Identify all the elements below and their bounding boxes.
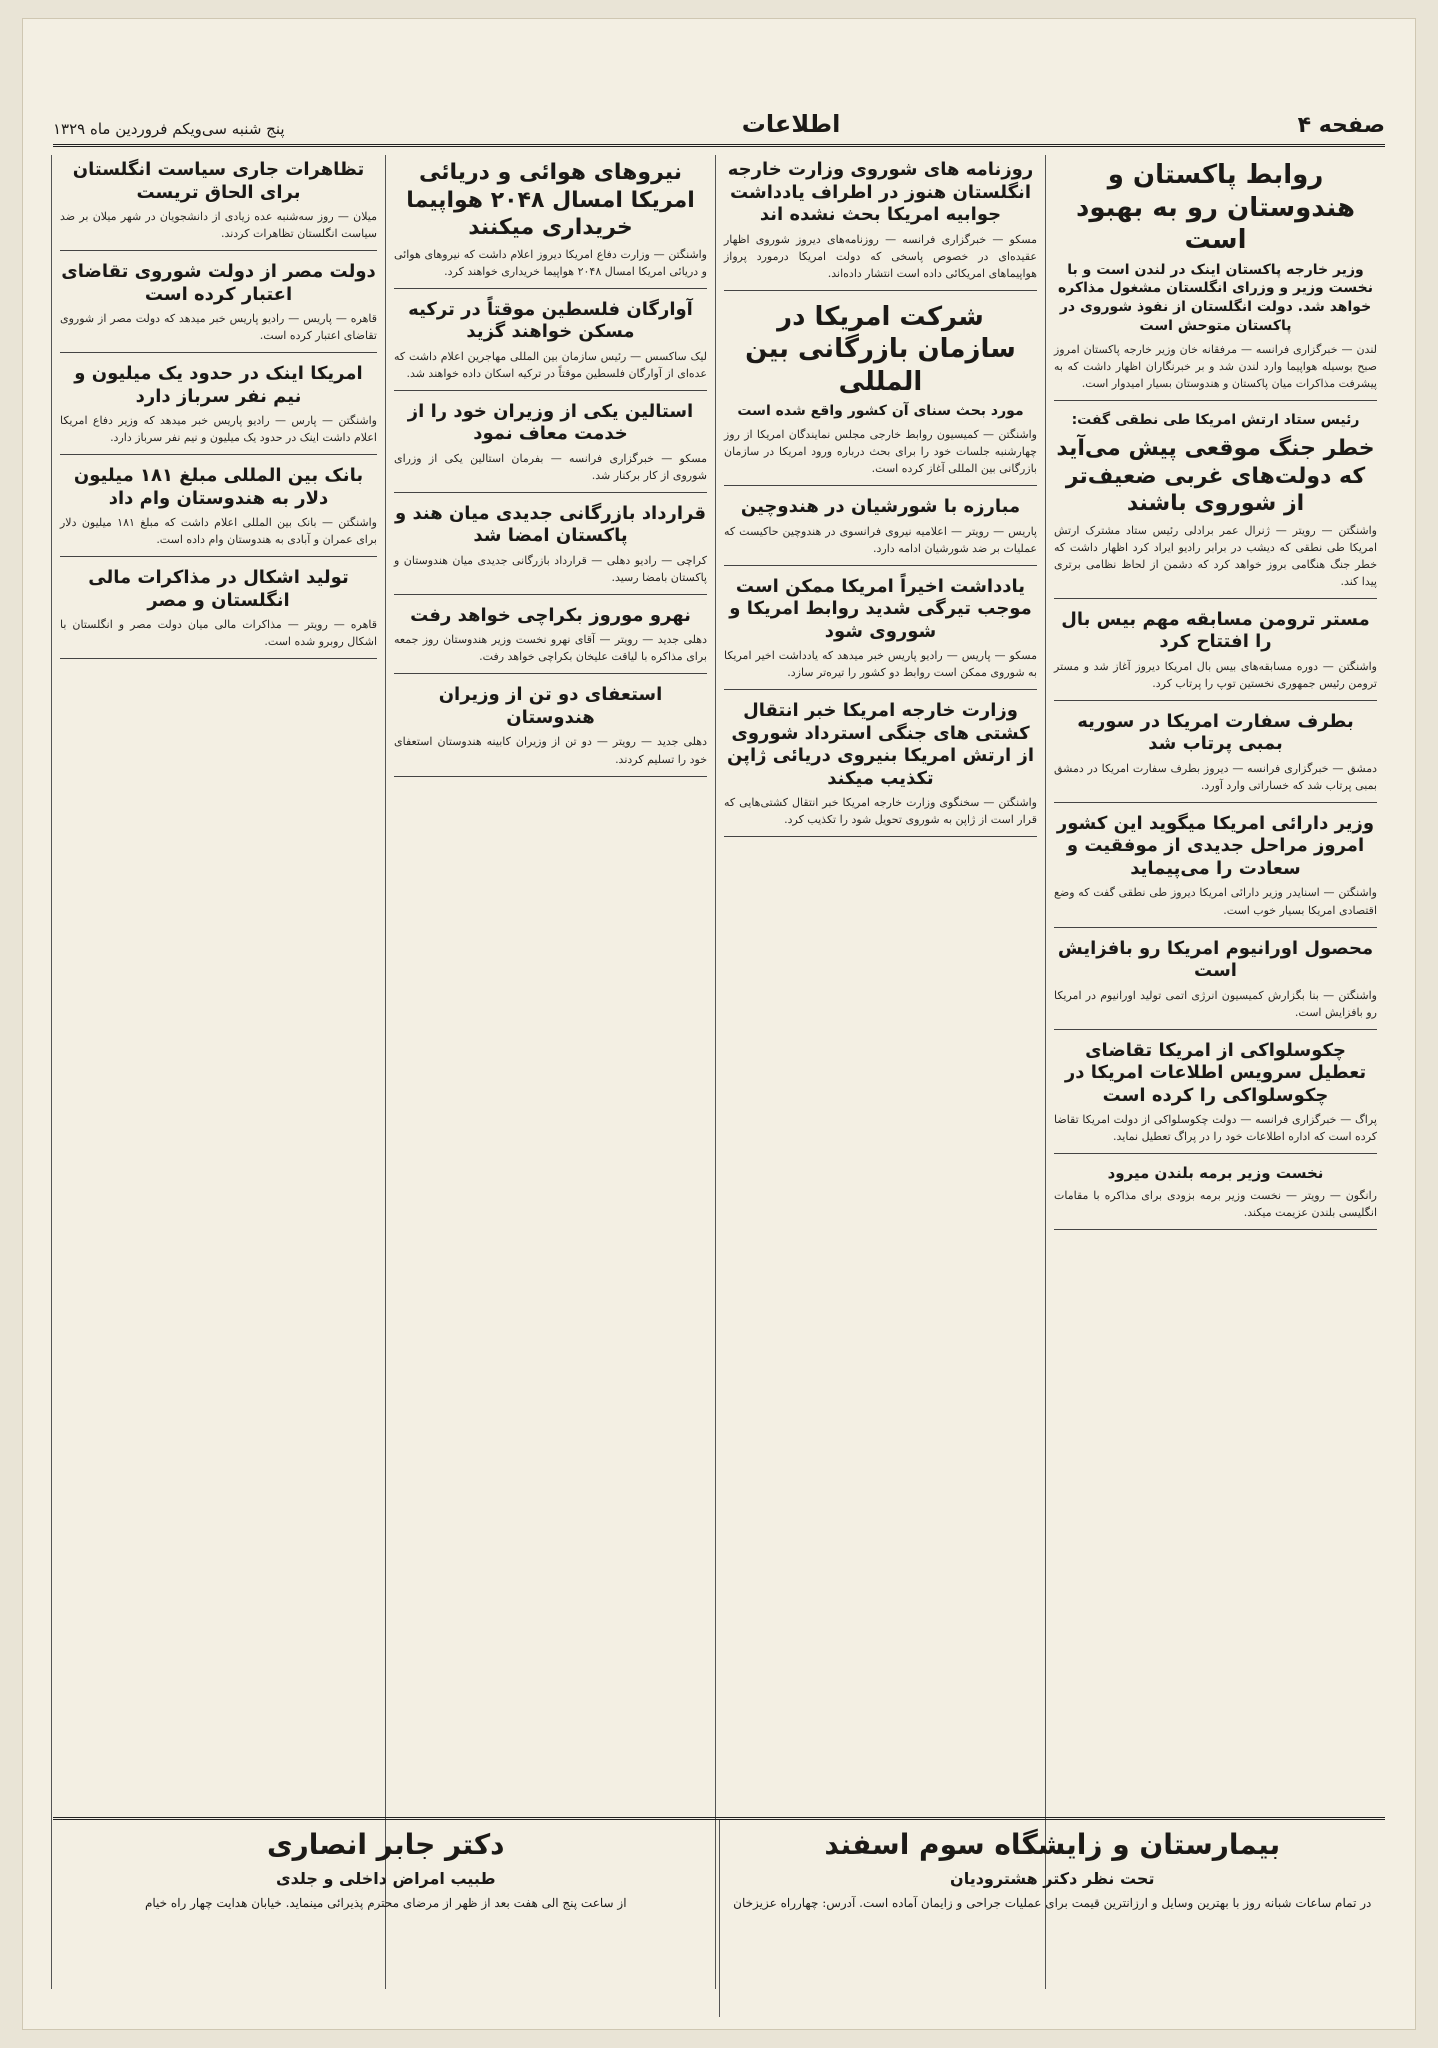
article-palestine-refugees: [394, 299, 707, 391]
article-body: واشنگتن — بانک بین المللی اعلام داشت که مبلغ ۱۸۱ میلیون دلار برای عمران و آبادی به هندوستان وام داده است.: [60, 516, 377, 547]
column-3: [385, 155, 715, 1989]
article-warships: [724, 700, 1037, 837]
article-pakistan-india: [1054, 159, 1377, 401]
article-body: مسکو — خبرگزاری فرانسه — روزنامه‌های دیروز شوروی اظهار عقیده‌ای در خصوص پاسخی که دولت امریکا درمورد پرواز هواپیماهای امریکائی داده است انتشار داده‌اند.: [724, 232, 1037, 280]
headline: بانک بین المللی مبلغ ۱۸۱ میلیون دلار به هندوستان وام داد: [73, 465, 364, 509]
newspaper-page: [22, 18, 1416, 2030]
headline: محصول اورانیوم امریکا رو بافزایش است: [1057, 937, 1374, 982]
ad-hospital: [719, 1820, 1386, 2017]
page-number: صفحه ۴: [1297, 113, 1385, 138]
article-body: قاهره — پاریس — رادیو پاریس خبر میدهد که دولت مصر از شوروی تقاضای اعتبار کرده است.: [60, 312, 377, 343]
headline: خطر جنگ موقعی پیش می‌آید که دولت‌های غربی ضعیف‌تر از شوروی باشند: [1056, 436, 1375, 517]
ad-body: از ساعت پنج الی هفت بعد از ظهر از مرضای محترم پذیرائی مینماید. خیابان هدایت چهار راه خیام: [144, 1896, 627, 1910]
article-body: واشنگتن — بنا بگزارش کمیسیون انرژی اتمی تولید اورانیوم در امریکا رو بافزایش است.: [1054, 988, 1377, 1019]
article-stalin-minister: [394, 401, 707, 493]
article-india-ministers: [394, 684, 707, 776]
column-4: [51, 155, 385, 1989]
headline: یادداشت اخیراً امریکا ممکن است موجب تیرگی شدید روابط امریکا و شوروی شود: [729, 575, 1032, 642]
article-body: واشنگتن — سخنگوی وزارت خارجه امریکا خبر انتقال کشتی‌هایی که قرار است از ژاپن به شوروی تحویل شود را تکذیب کرد.: [724, 796, 1037, 827]
headline: نخست وزیر برمه بلندن میرود: [1107, 1164, 1324, 1183]
article-body: لندن — خبرگزاری فرانسه — مرفقانه خان وزیر خارجه پاکستان امروز صبح بوسیله هواپیما وارد لندن شد و بر خبرنگاران اظهار داشت که به پیشرفت مذاکرات میان پاکستان و هندوستان بسیار امیدوار است.: [1054, 343, 1377, 391]
headline: تظاهرات جاری سیاست انگلستان برای الحاق تریست: [72, 159, 365, 203]
article-syria-bomb: [1054, 711, 1377, 803]
article-world-bank: [60, 465, 377, 557]
article-nehru-karachi: [394, 605, 707, 675]
subhead: وزیر خارجه پاکستان اینک در لندن است و با نخست وزیر و وزرای انگلستان مشغول مذاکره خواهد شد. دولت انگلستان از نفوذ شوروی در پاکستان متوحش است: [1057, 261, 1374, 335]
article-body: واشنگتن — دوره مسابقه‌های بیس بال امریکا دیروز آغاز شد و مستر ترومن رئیس جمهوری نخستین توپ را پرتاب کرد.: [1054, 659, 1377, 690]
masthead: [53, 103, 1385, 147]
article-body: کراچی — رادیو دهلی — قرارداد بازرگانی جدیدی میان هندوستان و پاکستان بامضا رسید.: [394, 553, 707, 584]
ad-subtitle: تحت نظر دکتر هشترودیان: [950, 1869, 1155, 1888]
article-body: پراگ — خبرگزاری فرانسه — دولت چکوسلواکی از دولت امریکا تقاضا کرده است که اداره اطلاعات خود را در پراگ تعطیل نماید.: [1054, 1113, 1377, 1144]
headline: مبارزه با شورشیان در هندوچین: [740, 496, 1021, 518]
article-truman-baseball: [1054, 609, 1377, 701]
article-soviet-papers: [724, 159, 1037, 291]
article-body: واشنگتن — اسنایدر وزیر دارائی امریکا دیروز طی نطقی گفت که وضع اقتصادی امریکا بسیار خوب است.: [1054, 886, 1377, 917]
headline: بطرف سفارت امریکا در سوریه بمبی پرتاب شد: [1077, 710, 1354, 755]
article-body: رانگون — رویتر — نخست وزیر برمه بزودی برای مذاکره با مقامات انگلیسی بلندن عزیمت میکند.: [1054, 1189, 1377, 1220]
headline: چکوسلواکی از امریکا تقاضای تعطیل سرویس اطلاعات امریکا در چکوسلواکی را کرده است: [1064, 1039, 1367, 1106]
article-body: قاهره — رویتر — مذاکرات مالی میان دولت مصر و انگلستان با اشکال روبرو شده است.: [60, 618, 377, 649]
column-2: [715, 155, 1045, 1989]
article-trade-org: [724, 301, 1037, 487]
article-body: واشنگتن — رویتر — ژنرال عمر برادلی رئیس ستاد مشترک ارتش امریکا طی نطقی که دیشب در برابر رادیو ایراد کرد اظهار داشت که خطر جنگ هنگامی بروز خواهد کرد که دشمن از لحاظ نظامی برتری پیدا کند.: [1054, 523, 1377, 588]
ad-body: در تمام ساعات شبانه روز با بهترین وسایل و ارزانترین قیمت برای عملیات جراحی و زایمان آماده است. آدرس: چهارراه عزیزخان: [733, 1896, 1372, 1910]
paper-name: اطلاعات: [741, 110, 841, 138]
article-us-soldiers: [60, 363, 377, 455]
headline: وزارت خارجه امریکا خبر انتقال کشتی های جنگی استرداد شوروی از ارتش امریکا بنیروی دریائی ژاپن تکذیب میکند: [726, 700, 1034, 789]
subhead: مورد بحث سنای آن کشور واقع شده است: [737, 403, 1024, 420]
headline: مستر ترومن مسابقه مهم بیس بال را افتتاح کرد: [1061, 608, 1370, 653]
issue-date: پنج شنبه سی‌ویکم فروردین ماه ۱۳۲۹: [53, 120, 285, 138]
headline: روابط پاکستان و هندوستان رو به بهبود است: [1076, 160, 1355, 255]
headline: امریکا اینک در حدود یک میلیون و نیم نفر سرباز دارد: [74, 363, 363, 407]
article-india-pakistan-trade: [394, 503, 707, 595]
article-body: پاریس — رویتر — اعلامیه نیروی فرانسوی در هندوچین حاکیست که عملیات بر ضد شورشیان ادامه دارد.: [724, 524, 1037, 555]
headline: استالین یکی از وزیران خود را از خدمت معاف نمود: [407, 400, 694, 445]
article-war-danger: [1054, 411, 1377, 599]
article-body: میلان — روز سه‌شنبه عده زیادی از دانشجویان در شهر میلان بر ضد سیاست انگلستان تظاهرات کردند.: [60, 210, 377, 241]
article-burma: [1054, 1164, 1377, 1230]
ad-title: بیمارستان و زایشگاه سوم اسفند: [824, 1828, 1281, 1861]
headline: نهرو موروز بکراچی خواهد رفت: [410, 604, 691, 626]
headline: نیروهای هوائی و دریائی امریکا امسال ۲۰۴۸ هواپیما خریداری میکنند: [406, 160, 695, 240]
article-body: لیک ساکسس — رئیس سازمان بین المللی مهاجرین اعلام داشت که عده‌ای از آوارگان فلسطین موقتاً در ترکیه اسکان داده خواهند شد.: [394, 349, 707, 380]
column-1: [1045, 155, 1385, 1989]
article-treasury: [1054, 813, 1377, 928]
headline: دولت مصر از دولت شوروی تقاضای اعتبار کرده است: [61, 261, 376, 305]
headline: توليد اشکال در مذاکرات مالی انگلستان و مصر: [88, 567, 349, 611]
headline: قرارداد بازرگانی جدیدی میان هند و پاکستان امضا شد: [395, 502, 706, 547]
article-czechoslovakia: [1054, 1040, 1377, 1155]
article-trieste: [60, 159, 377, 251]
article-body: مسکو — خبرگزاری فرانسه — بفرمان استالین یکی از وزرای شوروی از کار برکنار شد.: [394, 451, 707, 482]
ad-subtitle: طبیب امراض داخلی و جلدی: [275, 1869, 496, 1888]
headline: استعفای دو تن از وزیران هندوستان: [438, 684, 663, 728]
article-body: مسکو — پاریس — رادیو پاریس خبر میدهد که یادداشت اخیر امریکا به شوروی ممکن است روابط دو کشور را تیره‌تر سازد.: [724, 649, 1037, 680]
advertisements: [53, 1817, 1385, 2017]
ad-title: دکتر جابر انصاری: [266, 1828, 505, 1861]
article-body: دهلی جدید — رویتر — آقای نهرو نخست وزیر هندوستان روز جمعه برای مذاکره با لیاقت علیخان بکراچی خواهد رفت.: [394, 633, 707, 664]
headline: روزنامه های شوروی وزارت خارجه انگلستان هنوز در اطراف یادداشت جوابیه امریکا بحث نشده اند: [727, 159, 1034, 225]
article-egypt-uk-finance: [60, 567, 377, 659]
article-body: دمشق — خبرگزاری فرانسه — دیروز بطرف سفارت امریکا در دمشق بمبی پرتاب شد که خساراتی وارد آورد.: [1054, 761, 1377, 792]
ad-doctor: [53, 1820, 719, 2017]
article-body: واشنگتن — کمیسیون روابط خارجی مجلس نمایندگان امریکا از روز چهارشنبه جلسات خود را برای بحث درباره ورود امریکا در سازمان بازرگانی بین المللی آغاز کرده است.: [724, 428, 1037, 476]
article-aircraft: [394, 159, 707, 289]
headline: شرکت امریکا در سازمان بازرگانی بین المللی: [745, 301, 1016, 397]
article-egypt-credit: [60, 261, 377, 353]
article-uranium: [1054, 938, 1377, 1030]
article-body: دهلی جدید — رویتر — دو تن از وزیران کابینه هندوستان استعفای خود را تسلیم کردند.: [394, 735, 707, 766]
article-body: واشنگتن — وزارت دفاع امریکا دیروز اعلام داشت که نیروهای هوائی و دریائی امریکا امسال ۲۰۴۸ هواپیما خریداری خواهند کرد.: [394, 247, 707, 278]
article-indochina: [724, 496, 1037, 566]
subhead: رئیس ستاد ارتش امریکا طی نطقی گفت:: [1071, 412, 1360, 429]
article-us-ussr-note: [724, 576, 1037, 691]
headline: آوارگان فلسطین موقتاً در ترکیه مسکن خواهند گزید: [408, 298, 693, 343]
headline: وزیر دارائی امریکا میگوید این کشور امروز مراحل جدیدی از موفقیت و سعادت را می‌پیماید: [1056, 812, 1375, 879]
article-body: واشنگتن — پارس — رادیو پاریس خبر میدهد که وزیر دفاع امریکا اعلام داشت اینک در حدود یک میلیون و نیم نفر سرباز دارد.: [60, 414, 377, 445]
